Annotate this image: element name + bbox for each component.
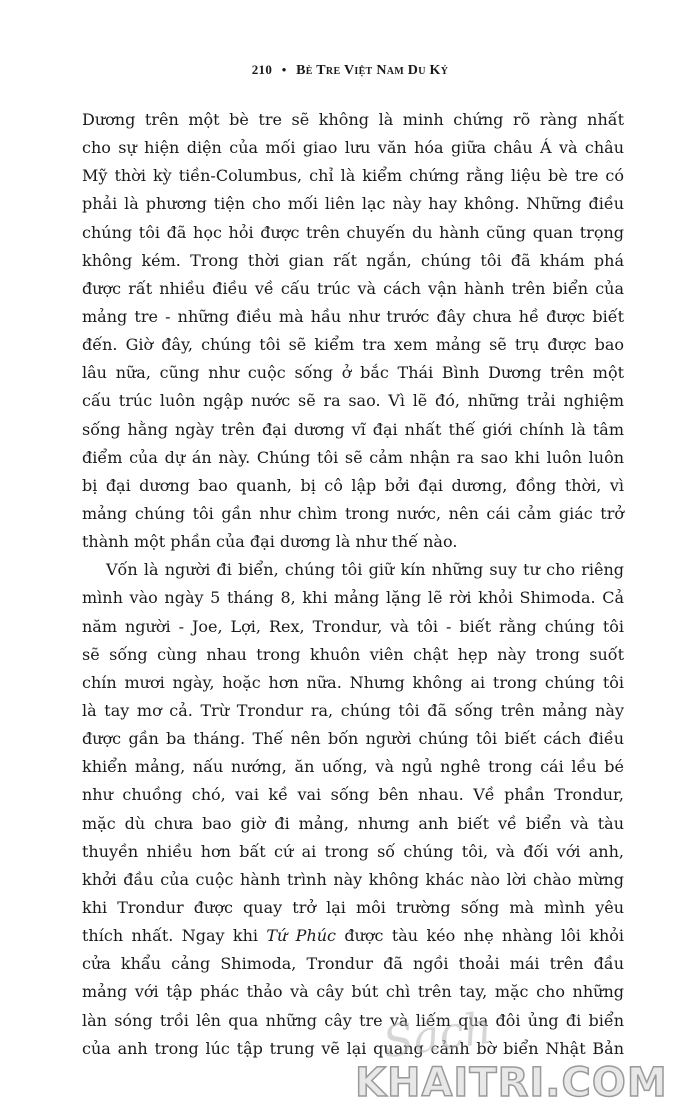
text-line: mảng tre - những điều mà hầu như trước đây chưa hề được biết (82, 306, 624, 326)
header-separator: • (281, 62, 287, 77)
text-line: bị đại dương bao quanh, bị cô lập bởi đại dương, đồng thời, vì (82, 475, 624, 495)
paragraph-2 (82, 556, 624, 1063)
watermark-brand: KHAITRI.COM (355, 1060, 668, 1106)
text-line: thuyền nhiều hơn bất cứ ai trong số chúng tôi, và đối với anh, (82, 841, 624, 861)
text-line: Vốn là người đi biển, chúng tôi giữ kín những suy tư cho riêng (106, 560, 624, 580)
watermark-script: Sách (379, 1002, 496, 1069)
text-line: cửa khẩu cảng Shimoda, Trondur đã ngồi thoải mái trên đầu (82, 954, 624, 974)
text-line: khởi đầu của cuộc hành trình này không khác nào lời chào mừng (82, 869, 624, 889)
text-line: khiển mảng, nấu nướng, ăn uống, và ngủ nghê trong cái lều bé (82, 757, 624, 777)
watermark-logo (355, 1002, 695, 1115)
text-line: khi Trondur được quay trở lại môi trường sống mà mình yêu (82, 897, 624, 917)
text-line: được rất nhiều điều về cấu trúc và cách vận hành trên biển của (82, 278, 624, 298)
text-line: đến. Giờ đây, chúng tôi sẽ kiểm tra xem mảng sẽ trụ được bao (82, 335, 624, 355)
text-line: Mỹ thời kỳ tiền-Columbus, chỉ là kiểm chứng rằng liệu bè tre có (82, 166, 624, 186)
page-number: 210 (251, 62, 273, 77)
text-line: thành một phần của đại dương là như thế nào. (82, 532, 458, 552)
page-body (82, 106, 624, 1063)
text-line: của anh trong lúc tập trung vẽ lại quang cảnh bờ biển Nhật Bản (82, 1038, 624, 1058)
text-line: cấu trúc luôn ngập nước sẽ ra sao. Vì lẽ đó, những trải nghiệm (82, 391, 624, 411)
text-line: không kém. Trong thời gian rất ngắn, chúng tôi đã khám phá (82, 250, 624, 270)
text-run: thích nhất. Ngay khi (82, 926, 267, 946)
text-line: mảng với tập phác thảo và cây bút chì trên tay, mặc cho những (82, 982, 624, 1002)
text-line: sẽ sống cùng nhau trong khuôn viên chật hẹp này trong suốt (82, 644, 624, 664)
text-line: phải là phương tiện cho mối liên lạc này hay không. Những điều (82, 194, 624, 214)
text-line: sống hằng ngày trên đại dương vĩ đại nhất thế giới chính là tâm (82, 419, 624, 439)
text-line: Dương trên một bè tre sẽ không là minh chứng rõ ràng nhất (82, 110, 624, 129)
text-line: mặc dù chưa bao giờ đi mảng, nhưng anh biết về biển và tàu (82, 813, 624, 833)
text-line: như chuồng chó, vai kề vai sống bên nhau. Về phần Trondur, (82, 785, 624, 805)
text-line: chín mươi ngày, hoặc hơn nữa. Nhưng không ai trong chúng tôi (82, 672, 624, 692)
text-line: là tay mơ cả. Trừ Trondur ra, chúng tôi đã sống trên mảng này (82, 700, 624, 720)
text-line: làn sóng trồi lên qua những cây tre và liếm qua đôi ủng đi biển (82, 1010, 624, 1030)
raft-name: Tứ Phúc (266, 926, 337, 946)
running-header (0, 62, 700, 79)
text-line: được gần ba tháng. Thế nên bốn người chúng tôi biết cách điều (82, 729, 624, 749)
text-line: điểm của dự án này. Chúng tôi sẽ cảm nhận ra sao khi luôn luôn (82, 447, 624, 467)
paragraph-1 (82, 106, 624, 556)
text-line: lâu nữa, cũng như cuộc sống ở bắc Thái Bình Dương trên một (82, 363, 624, 383)
text-run: được tàu kéo nhẹ nhàng lôi khỏi (336, 926, 625, 946)
text-line: mình vào ngày 5 tháng 8, khi mảng lặng lẽ rời khỏi Shimoda. Cả (82, 588, 624, 608)
book-title: Bè Tre Việt Nam Du Ký (296, 63, 449, 78)
text-line: cho sự hiện diện của mối giao lưu văn hóa giữa châu Á và châu (82, 138, 624, 158)
text-line: mảng chúng tôi gần như chìm trong nước, nên cái cảm giác trở (82, 503, 624, 523)
text-line-with-italic (82, 922, 624, 950)
text-line: chúng tôi đã học hỏi được trên chuyến du hành cũng quan trọng (82, 222, 624, 242)
text-line: năm người - Joe, Lợi, Rex, Trondur, và tôi - biết rằng chúng tôi (82, 616, 624, 636)
